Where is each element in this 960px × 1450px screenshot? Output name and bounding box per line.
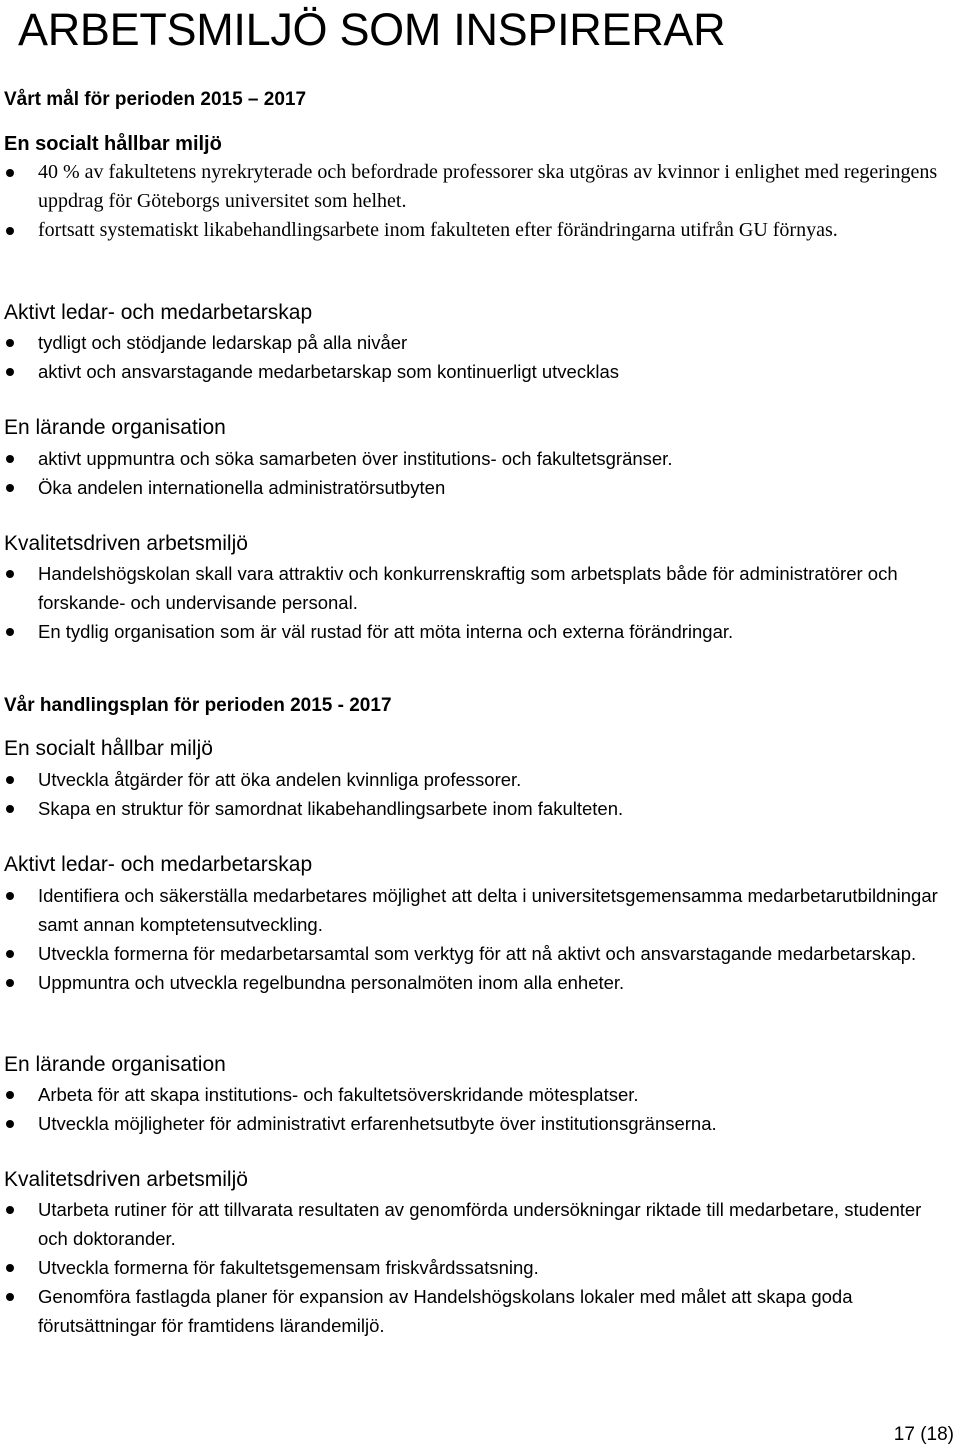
list-item: Utveckla formerna för medarbetarsamtal som verktyg för att nå aktivt och ansvarstagande medarbetarskap.: [0, 939, 950, 968]
list-item: Identifiera och säkerställa medarbetares möjlighet att delta i universitetsgemensamma medarbetarutbildningar samt annan komptetensutveckling.: [0, 881, 950, 939]
list-item: aktivt uppmuntra och söka samarbeten över institutions- och fakultetsgränser.: [0, 444, 950, 473]
list-item: En tydlig organisation som är väl rustad för att möta interna och externa förändringar.: [0, 617, 950, 646]
list-item: Skapa en struktur för samordnat likabehandlingsarbete inom fakulteten.: [0, 794, 950, 823]
bullet-icon: [6, 805, 14, 813]
list-item: Uppmuntra och utveckla regelbundna personalmöten inom alla enheter.: [0, 968, 950, 997]
bullet-icon: [6, 1091, 14, 1099]
goals-section-heading: Kvalitetsdriven arbetsmiljö: [4, 532, 248, 555]
list-item: Utveckla åtgärder för att öka andelen kvinnliga professorer.: [0, 765, 950, 794]
plan-section-list: [0, 1195, 950, 1340]
list-item: fortsatt systematiskt likabehandlingsarbete inom fakulteten efter förändringarna utifrån GU förnyas.: [0, 216, 950, 245]
list-item: aktivt och ansvarstagande medarbetarskap som kontinuerligt utvecklas: [0, 357, 950, 386]
goals-section-list: [0, 444, 950, 502]
goals-section-heading: En socialt hållbar miljö: [4, 133, 222, 155]
list-item: Utveckla möjligheter för administrativt erfarenhetsutbyte över institutionsgränserna.: [0, 1109, 950, 1138]
bullet-icon: [6, 1120, 14, 1128]
bullet-icon: [6, 339, 14, 347]
plan-section-heading: Kvalitetsdriven arbetsmiljö: [4, 1168, 248, 1191]
bullet-icon: [6, 979, 14, 987]
goals-heading: Vårt mål för perioden 2015 – 2017: [4, 89, 307, 110]
list-item: 40 % av fakultetens nyrekryterade och befordrade professorer ska utgöras av kvinnor i enlighet med regeringens uppdrag för Göteborgs universitet som helhet.: [0, 158, 950, 216]
bullet-icon: [6, 776, 14, 784]
goals-section-list: [0, 559, 950, 646]
list-item: Utveckla formerna för fakultetsgemensam friskvårdssatsning.: [0, 1253, 950, 1282]
bullet-icon: [6, 1293, 14, 1301]
bullet-icon: [6, 227, 14, 235]
plan-section-heading: Aktivt ledar- och medarbetarskap: [4, 853, 313, 876]
bullet-icon: [6, 1206, 14, 1214]
bullet-icon: [6, 628, 14, 636]
goals-section-list: [0, 158, 950, 245]
list-item: Handelshögskolan skall vara attraktiv och konkurrenskraftig som arbetsplats både för administratörer och forskande- och undervisande personal.: [0, 559, 950, 617]
plan-section-list: [0, 881, 950, 997]
list-item: Arbeta för att skapa institutions- och fakultetsöverskridande mötesplatser.: [0, 1080, 950, 1109]
bullet-icon: [6, 1264, 14, 1272]
plan-section-list: [0, 765, 950, 823]
plan-heading: Vår handlingsplan för perioden 2015 - 2017: [4, 695, 392, 716]
goals-section-list: [0, 328, 950, 386]
list-item: Genomföra fastlagda planer för expansion av Handelshögskolans lokaler med målet att skapa goda förutsättningar för framtidens lärandemiljö.: [0, 1282, 950, 1340]
bullet-icon: [6, 169, 14, 177]
bullet-icon: [6, 484, 14, 492]
list-item: Utarbeta rutiner för att tillvarata resultaten av genomförda undersökningar riktade till medarbetare, studenter och doktorander.: [0, 1195, 950, 1253]
bullet-icon: [6, 368, 14, 376]
page-title: ARBETSMILJÖ SOM INSPIRERAR: [18, 4, 726, 55]
goals-section-heading: Aktivt ledar- och medarbetarskap: [4, 301, 313, 324]
bullet-icon: [6, 570, 14, 578]
list-item: tydligt och stödjande ledarskap på alla nivåer: [0, 328, 950, 357]
list-item: Öka andelen internationella administratörsutbyten: [0, 473, 950, 502]
bullet-icon: [6, 950, 14, 958]
plan-section-list: [0, 1080, 950, 1138]
page-number: 17 (18): [893, 1424, 954, 1445]
plan-section-heading: En lärande organisation: [4, 1053, 226, 1076]
bullet-icon: [6, 455, 14, 463]
goals-section-heading: En lärande organisation: [4, 416, 226, 439]
plan-section-heading: En socialt hållbar miljö: [4, 737, 213, 760]
bullet-icon: [6, 892, 14, 900]
